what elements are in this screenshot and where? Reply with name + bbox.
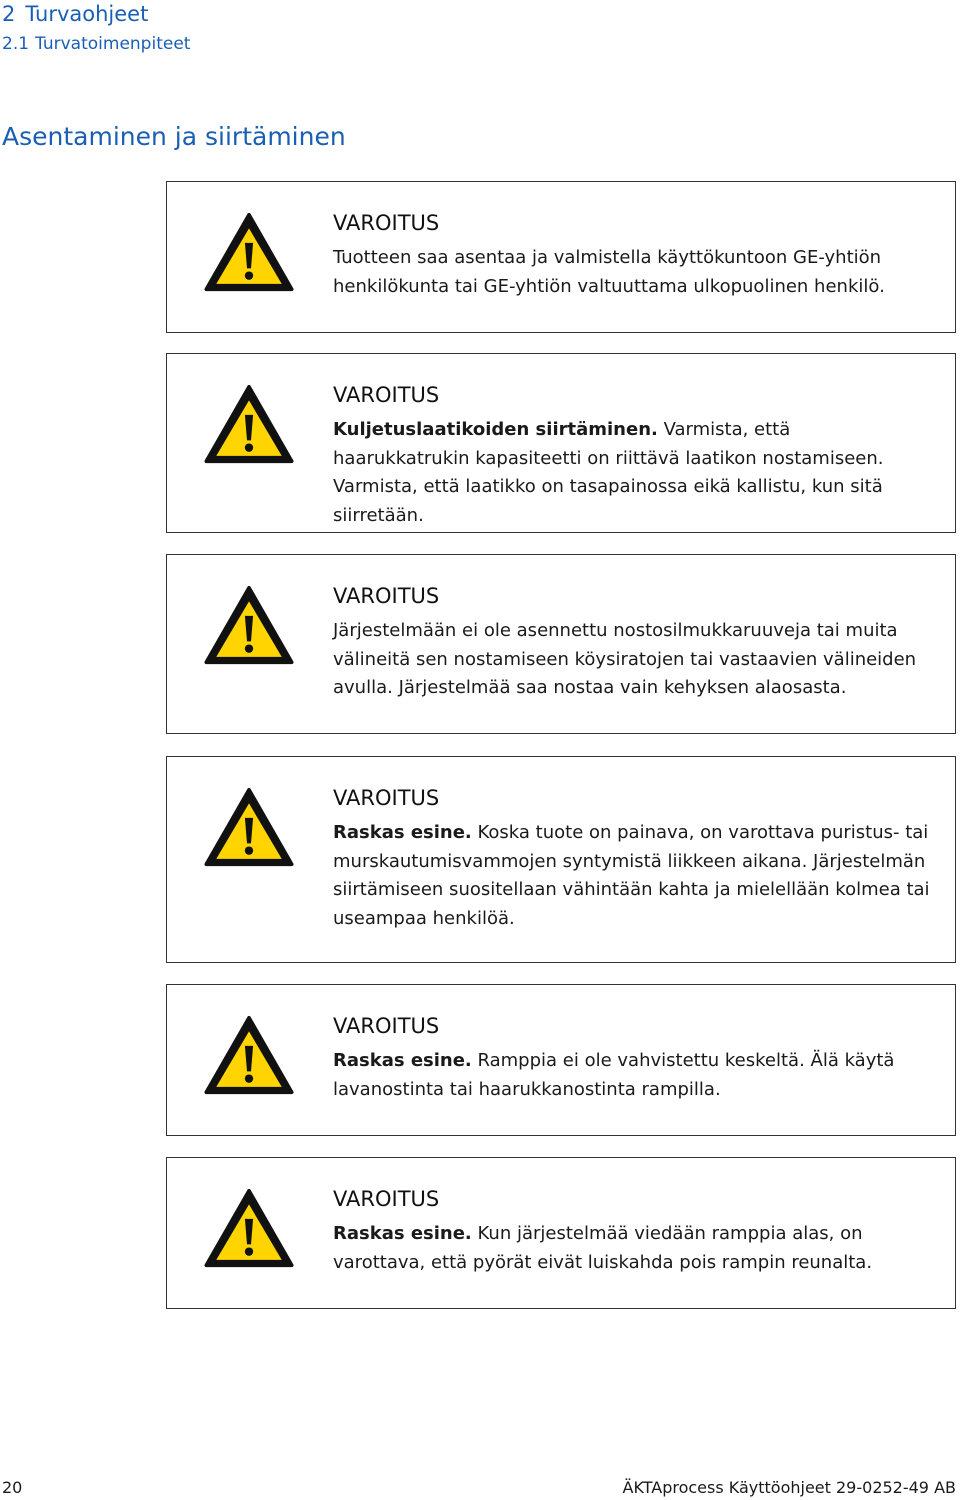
chapter-heading	[2, 0, 190, 28]
page-number: 20	[2, 1478, 23, 1497]
warning-triangle-icon	[203, 384, 295, 464]
warning-triangle-icon	[203, 212, 295, 292]
warning-text	[333, 1047, 931, 1104]
warning-triangle-icon	[203, 787, 295, 867]
warning-body: Varmista, että haarukkatrukin kapasiteetti on riittävä laatikon nostamiseen. Varmista, että laatikko on tasapainossa eikä kallistu, kun sitä siirretään.	[333, 419, 884, 526]
warning-text	[333, 244, 931, 301]
warning-box	[166, 1157, 956, 1309]
warning-title: VAROITUS	[333, 211, 440, 235]
section-heading	[2, 30, 190, 58]
warning-title: VAROITUS	[333, 383, 440, 407]
warning-lead: Raskas esine.	[333, 1050, 472, 1071]
warning-title: VAROITUS	[333, 786, 440, 810]
section-title: Turvatoimenpiteet	[35, 34, 191, 54]
warning-triangle-icon	[203, 1015, 295, 1095]
warning-body: Koska tuote on painava, on varottava puristus- tai murskautumisvammojen syntymistä liikkeen aikana. Järjestelmän siirtämiseen suositellaan vähintään kahta ja mielellään kolmea tai useampaa henkilöä.	[333, 822, 930, 929]
warning-text	[333, 617, 931, 703]
warning-box	[166, 554, 956, 734]
warning-triangle-icon	[203, 585, 295, 665]
chapter-number: 2	[2, 2, 16, 26]
page-heading: Asentaminen ja siirtäminen	[2, 122, 346, 151]
warning-body: Kun järjestelmää viedään ramppia alas, on varottava, että pyörät eivät luiskahda pois rampin reunalta.	[333, 1223, 873, 1273]
warning-title: VAROITUS	[333, 584, 440, 608]
warning-lead: Raskas esine.	[333, 1223, 472, 1244]
section-number: 2.1	[2, 34, 30, 54]
warning-title: VAROITUS	[333, 1014, 440, 1038]
warning-title: VAROITUS	[333, 1187, 440, 1211]
warning-lead: Raskas esine.	[333, 822, 472, 843]
warning-text	[333, 819, 931, 933]
warning-box	[166, 984, 956, 1136]
warning-triangle-icon	[203, 1188, 295, 1268]
warning-lead: Kuljetuslaatikoiden siirtäminen.	[333, 419, 658, 440]
document-title: ÄKTAprocess Käyttöohjeet 29-0252-49 AB	[622, 1478, 956, 1497]
chapter-title: Turvaohjeet	[25, 2, 149, 26]
warning-body: Ramppia ei ole vahvistettu keskeltä. Älä käytä lavanostinta tai haarukkanostinta rampilla.	[333, 1050, 895, 1100]
warning-text	[333, 1220, 931, 1277]
warning-body: Järjestelmään ei ole asennettu nostosilmukkaruuveja tai muita välineitä sen nostamiseen köysiratojen tai vastaavien välineiden avulla. Järjestelmää saa nostaa vain kehyksen alaosasta.	[333, 620, 917, 698]
warning-box	[166, 756, 956, 963]
warning-box	[166, 353, 956, 533]
warning-body: Tuotteen saa asentaa ja valmistella käyttökuntoon GE-yhtiön henkilökunta tai GE-yhtiön valtuuttama ulkopuolinen henkilö.	[333, 247, 885, 297]
warning-text	[333, 416, 931, 530]
running-header	[2, 0, 190, 58]
warning-box	[166, 181, 956, 333]
